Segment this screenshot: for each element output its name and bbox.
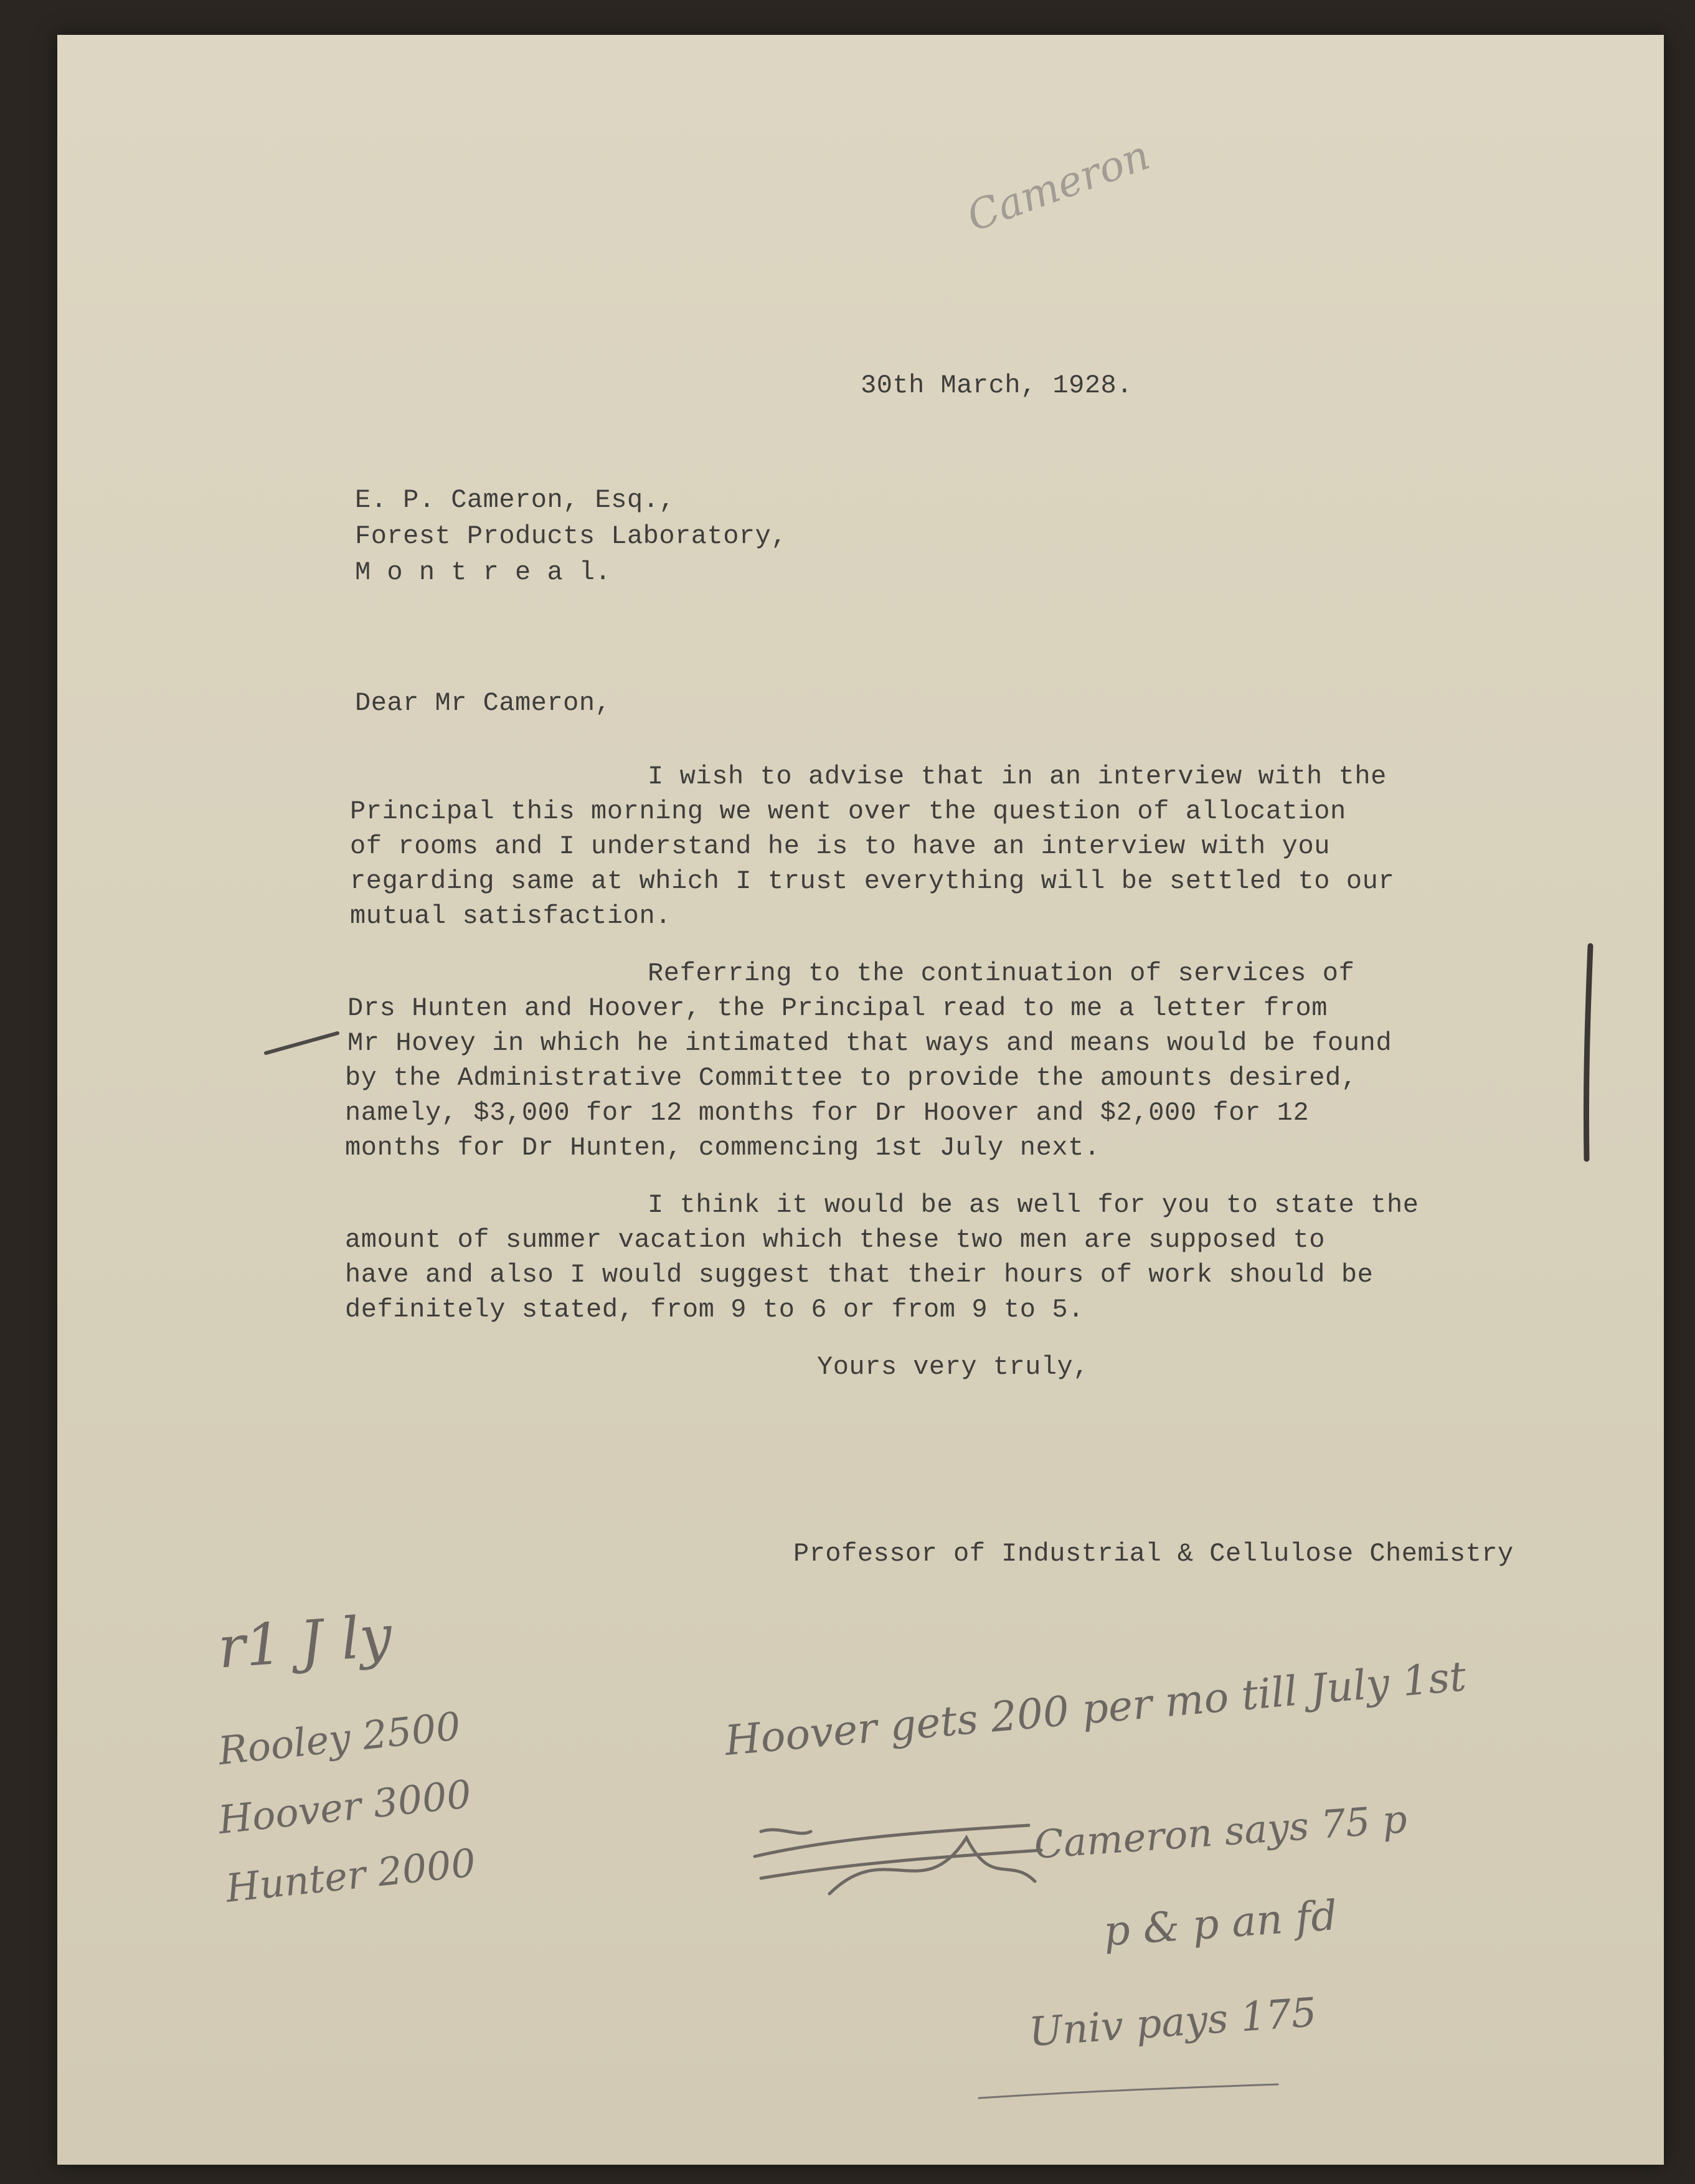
pencil-scribble bbox=[742, 1813, 1072, 1919]
pencil-underline bbox=[973, 2081, 1284, 2106]
paragraph-1-line-2: Principal this morning we went over the question of allocation bbox=[350, 797, 1346, 826]
recipient-name: E. P. Cameron, Esq., bbox=[355, 485, 676, 515]
salutation: Dear Mr Cameron, bbox=[355, 688, 611, 718]
pencil-note-rooley: Rooley 2500 bbox=[216, 1703, 463, 1774]
pencil-margin-dash bbox=[263, 1022, 344, 1059]
paragraph-2-line-3: Mr Hovey in which he intimated that ways and means would be found bbox=[347, 1028, 1392, 1058]
closing: Yours very truly, bbox=[817, 1352, 1089, 1382]
pencil-note-univ-pays: Univ pays 175 bbox=[1027, 1989, 1318, 2056]
paragraph-1-line-5: mutual satisfaction. bbox=[350, 901, 672, 931]
paragraph-1-line-3: of rooms and I understand he is to have an interview with you bbox=[350, 831, 1331, 861]
pencil-note-pp: p & p an fd bbox=[1102, 1891, 1339, 1956]
pencil-note-initials: r1 J ly bbox=[215, 1602, 394, 1681]
pencil-note-top: Cameron bbox=[960, 131, 1156, 241]
paragraph-2-line-2: Drs Hunten and Hoover, the Principal read to me a letter from bbox=[347, 993, 1328, 1023]
signature-title: Professor of Industrial & Cellulose Chemistry bbox=[793, 1539, 1514, 1569]
letter-page bbox=[57, 35, 1664, 2165]
recipient-organization: Forest Products Laboratory, bbox=[355, 521, 788, 551]
pencil-note-hoover: Hoover 3000 bbox=[216, 1770, 474, 1843]
paragraph-3-line-4: definitely stated, from 9 to 6 or from 9 to 5. bbox=[345, 1295, 1084, 1325]
paragraph-2-line-5: namely, $3,000 for 12 months for Dr Hoover and $2,000 for 12 bbox=[345, 1098, 1310, 1128]
paragraph-2-line-6: months for Dr Hunten, commencing 1st July next. bbox=[345, 1133, 1100, 1163]
paragraph-2-line-1: Referring to the continuation of services of bbox=[648, 958, 1355, 988]
paragraph-3-line-1: I think it would be as well for you to state the bbox=[648, 1190, 1419, 1220]
paragraph-1-line-1: I wish to advise that in an interview with the bbox=[648, 762, 1387, 792]
pencil-note-cameron-says: Cameron says 75 p bbox=[1032, 1796, 1409, 1868]
pencil-note-hunter: Hunter 2000 bbox=[224, 1840, 478, 1911]
pencil-note-hoover-gets: Hoover gets 200 per mo till July 1st bbox=[722, 1652, 1468, 1765]
recipient-city: M o n t r e a l. bbox=[355, 557, 611, 587]
paragraph-1-line-4: regarding same at which I trust everything will be settled to our bbox=[350, 866, 1395, 896]
pencil-margin-bar bbox=[1570, 941, 1608, 1165]
paragraph-2-line-4: by the Administrative Committee to provide the amounts desired, bbox=[345, 1063, 1357, 1093]
paragraph-3-line-2: amount of summer vacation which these two men are supposed to bbox=[345, 1225, 1326, 1255]
paragraph-3-line-3: have and also I would suggest that their hours of work should be bbox=[345, 1260, 1374, 1290]
letter-date: 30th March, 1928. bbox=[861, 371, 1133, 400]
